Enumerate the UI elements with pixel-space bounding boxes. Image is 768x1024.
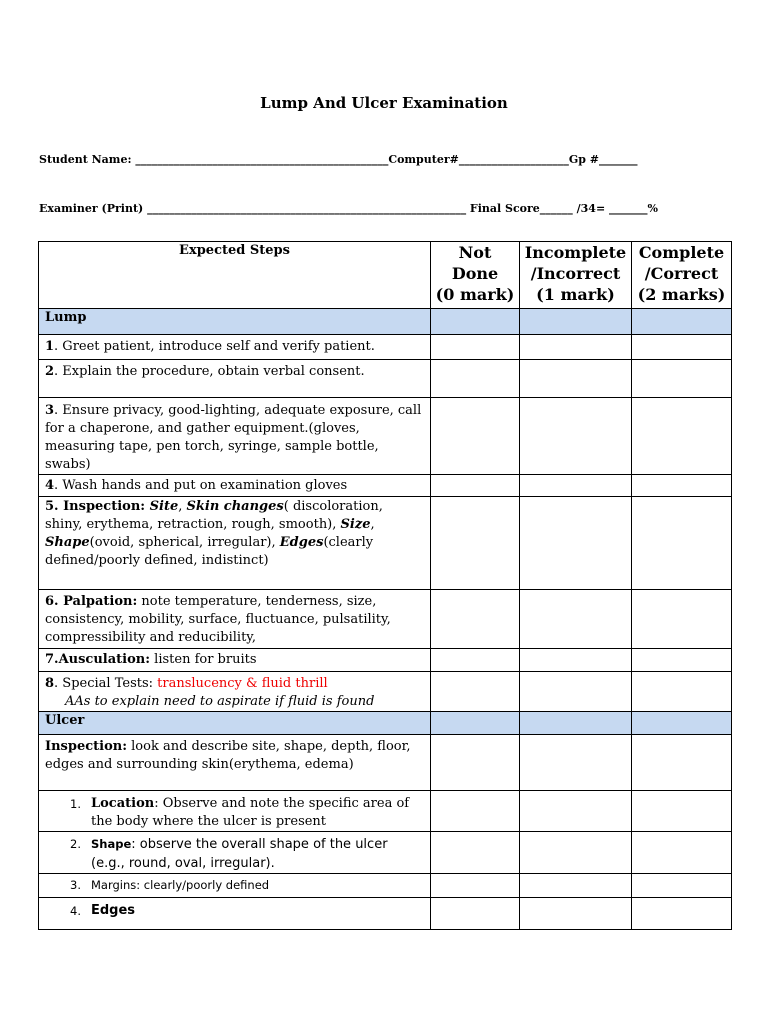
step-text <box>39 360 431 398</box>
ulcer-item-row-3 <box>39 874 732 898</box>
list-number: 3. <box>70 878 81 892</box>
step-label: Edges <box>91 903 136 918</box>
separator: , <box>178 499 187 514</box>
score-cell[interactable] <box>520 360 632 398</box>
site-term: Site <box>149 499 179 514</box>
score-cell[interactable] <box>431 309 520 335</box>
step-label: Shape <box>91 837 132 851</box>
score-cell[interactable] <box>520 712 632 735</box>
score-cell[interactable] <box>520 672 632 712</box>
skin-changes-term: Skin changes <box>186 499 284 514</box>
score-cell[interactable] <box>431 335 520 360</box>
header-complete-line1: Complete <box>638 243 725 262</box>
header-incomplete <box>520 242 632 309</box>
score-cell[interactable] <box>431 791 520 832</box>
step-number: 2 <box>45 364 55 379</box>
aspiration-note: AAs to explain need to aspirate if fluid is found <box>65 694 375 709</box>
step-text <box>39 672 431 712</box>
score-cell[interactable] <box>431 475 520 497</box>
header-not-done-line1: Not Done <box>451 243 499 283</box>
header-not-done-line2: (0 mark) <box>435 285 515 304</box>
step-text <box>39 898 431 930</box>
section-row-lump <box>39 309 732 335</box>
section-label-ulcer: Ulcer <box>39 712 431 735</box>
score-cell[interactable] <box>520 898 632 930</box>
score-cell[interactable] <box>431 590 520 649</box>
score-cell[interactable] <box>520 791 632 832</box>
score-cell[interactable] <box>632 590 732 649</box>
step-text <box>39 832 431 874</box>
ulcer-item-row-1 <box>39 791 732 832</box>
score-cell[interactable] <box>431 649 520 672</box>
step-row-4 <box>39 475 732 497</box>
size-term: Size <box>340 517 371 532</box>
step-description: Margins: clearly/poorly defined <box>91 878 270 892</box>
score-cell[interactable] <box>431 735 520 791</box>
header-incomplete-line2: /Incorrect <box>530 264 621 283</box>
ulcer-inspection-row <box>39 735 732 791</box>
score-cell[interactable] <box>431 360 520 398</box>
header-not-done <box>431 242 520 309</box>
checklist-table <box>38 241 732 930</box>
score-cell[interactable] <box>520 874 632 898</box>
section-row-ulcer <box>39 712 732 735</box>
score-cell[interactable] <box>520 309 632 335</box>
score-cell[interactable] <box>520 475 632 497</box>
header-complete <box>632 242 732 309</box>
score-cell[interactable] <box>431 398 520 475</box>
step-description: . Ensure privacy, good-lighting, adequate exposure, call for a chaperone, and gather equipment.(gloves, measuring tape, pen torch, syringe, sample bottle, swabs) <box>45 403 422 472</box>
score-cell[interactable] <box>431 712 520 735</box>
step-row-6 <box>39 590 732 649</box>
skin-changes-detail: ( discoloration, shiny, erythema, retraction, rough, smooth), <box>45 499 383 532</box>
step-description: note temperature, tenderness, size, consistency, mobility, surface, fluctuance, pulsatility, compressibility and reducibility, <box>45 594 391 645</box>
step-description: look and describe site, shape, depth, floor, edges and surrounding skin(erythema, edema) <box>45 739 411 772</box>
score-cell[interactable] <box>632 398 732 475</box>
ulcer-item-row-2 <box>39 832 732 874</box>
score-cell[interactable] <box>632 832 732 874</box>
step-row-8 <box>39 672 732 712</box>
page-title: Lump And Ulcer Examination <box>260 94 508 112</box>
score-cell[interactable] <box>520 398 632 475</box>
list-number: 1. <box>70 797 81 811</box>
step-label: Inspection: <box>45 739 127 754</box>
step-label: 6. Palpation: <box>45 594 138 609</box>
step-label: 5. Inspection: <box>45 499 150 514</box>
score-cell[interactable] <box>520 335 632 360</box>
step-number: 8 <box>45 676 55 691</box>
step-number: 3 <box>45 403 55 418</box>
examiner-info-line: Examiner (Print) __________________________________________________________ Final Score______ /34= _______% <box>39 202 658 215</box>
score-cell[interactable] <box>520 649 632 672</box>
step-text <box>39 497 431 590</box>
step-row-5 <box>39 497 732 590</box>
header-complete-line2: /Correct <box>644 264 719 283</box>
score-cell[interactable] <box>632 712 732 735</box>
step-description: : Observe and note the specific area of the body where the ulcer is present <box>91 796 410 829</box>
score-cell[interactable] <box>520 497 632 590</box>
step-text <box>39 335 431 360</box>
shape-detail: (ovoid, spherical, irregular), <box>89 535 280 550</box>
step-text <box>39 398 431 475</box>
edges-term: Edges <box>279 535 324 550</box>
score-cell[interactable] <box>431 898 520 930</box>
step-text <box>39 735 431 791</box>
score-cell[interactable] <box>632 497 732 590</box>
step-label: 7.Ausculation: <box>45 652 151 667</box>
step-description: listen for bruits <box>150 652 257 667</box>
step-text <box>39 649 431 672</box>
step-text <box>39 874 431 898</box>
score-cell[interactable] <box>632 898 732 930</box>
step-number: 4 <box>45 478 55 493</box>
student-info-line: Student Name: ______________________________________________Computer#____________________Gp #_______ <box>39 153 638 166</box>
header-expected-steps: Expected Steps <box>39 242 431 309</box>
score-cell[interactable] <box>520 735 632 791</box>
score-cell[interactable] <box>632 649 732 672</box>
step-description: . Greet patient, introduce self and verify patient. <box>54 339 375 354</box>
score-cell[interactable] <box>632 791 732 832</box>
step-row-7 <box>39 649 732 672</box>
edges-detail: (clearly defined/poorly defined, indistinct) <box>45 535 374 568</box>
score-cell[interactable] <box>632 335 732 360</box>
step-row-2 <box>39 360 732 398</box>
step-text <box>39 475 431 497</box>
score-cell[interactable] <box>520 590 632 649</box>
score-cell[interactable] <box>431 497 520 590</box>
score-cell[interactable] <box>431 832 520 874</box>
score-cell[interactable] <box>632 672 732 712</box>
header-complete-line3: (2 marks) <box>637 285 726 304</box>
step-number: 1 <box>45 339 55 354</box>
header-row <box>39 242 732 309</box>
step-label: Location <box>91 796 155 811</box>
section-label-lump: Lump <box>39 309 431 335</box>
score-cell[interactable] <box>632 874 732 898</box>
score-cell[interactable] <box>520 832 632 874</box>
score-cell[interactable] <box>632 309 732 335</box>
ulcer-item-row-4 <box>39 898 732 930</box>
step-row-1 <box>39 335 732 360</box>
step-row-3 <box>39 398 732 475</box>
score-cell[interactable] <box>632 475 732 497</box>
step-text <box>39 791 431 832</box>
score-cell[interactable] <box>632 360 732 398</box>
header-incomplete-line3: (1 mark) <box>536 285 615 304</box>
shape-term: Shape <box>45 535 90 550</box>
step-description: . Wash hands and put on examination gloves <box>54 478 348 493</box>
step-description: . Special Tests: <box>54 676 158 691</box>
score-cell[interactable] <box>431 874 520 898</box>
separator: , <box>370 517 375 532</box>
step-description: . Explain the procedure, obtain verbal consent. <box>54 364 365 379</box>
list-number: 4. <box>70 904 81 918</box>
step-text <box>39 590 431 649</box>
step-description: : observe the overall shape of the ulcer (e.g., round, oval, irregular). <box>91 837 388 871</box>
list-number: 2. <box>70 837 81 851</box>
score-cell[interactable] <box>431 672 520 712</box>
header-incomplete-line1: Incomplete <box>524 243 627 262</box>
special-tests-highlight: translucency & fluid thrill <box>157 676 328 691</box>
score-cell[interactable] <box>632 735 732 791</box>
